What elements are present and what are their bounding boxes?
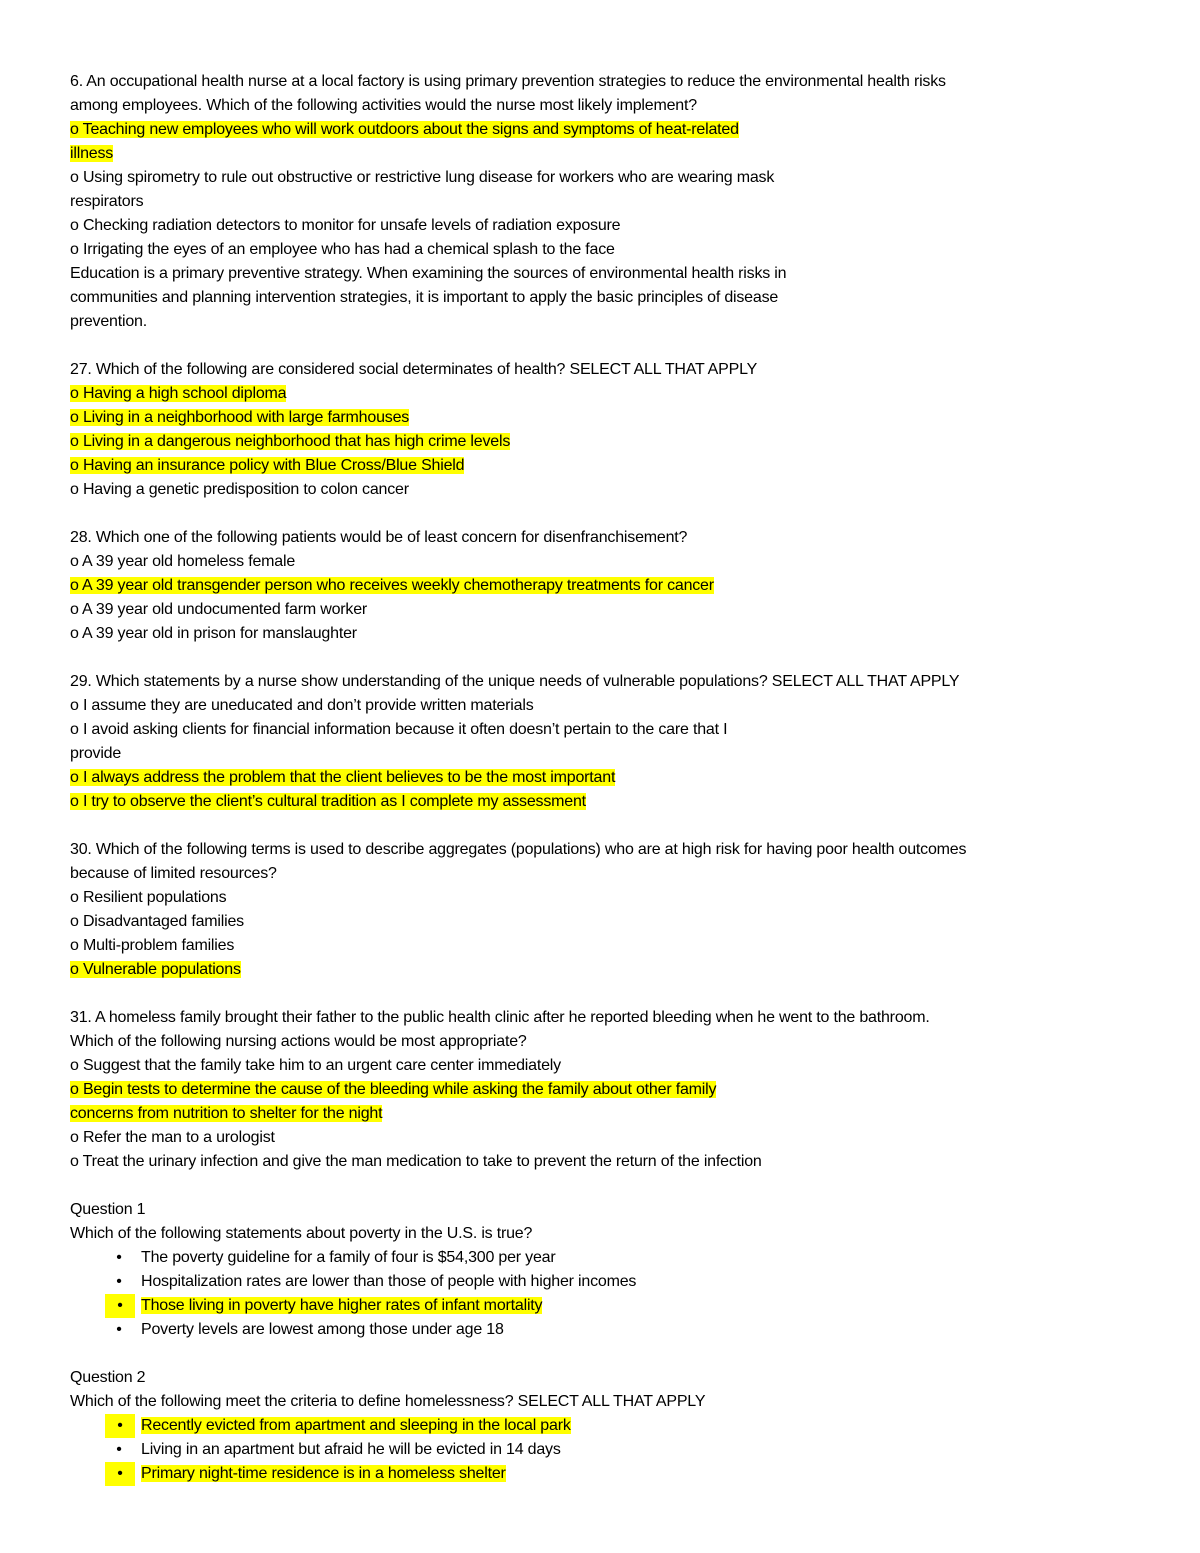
- question-6-option-4: o Irrigating the eyes of an employee who has had a chemical splash to the face: [70, 241, 615, 258]
- question-29-option-4-correct: o I try to observe the client’s cultural tradition as I complete my assessment: [70, 793, 586, 810]
- question-30-option-3: o Multi-problem families: [70, 937, 235, 954]
- question-30-stem-cont: because of limited resources?: [70, 865, 277, 882]
- question-27-option-4-correct: o Having an insurance policy with Blue Cross/Blue Shield: [70, 457, 465, 474]
- question-1-option-3-correct: • Those living in poverty have higher rates of infant mortality: [70, 1294, 1150, 1318]
- question-31-stem-cont: Which of the following nursing actions would be most appropriate?: [70, 1033, 527, 1050]
- bullet-icon: •: [116, 1249, 122, 1266]
- question-1-options: [70, 1246, 1150, 1342]
- question-29-option-2-cont: provide: [70, 745, 122, 762]
- question-31-option-4: o Treat the urinary infection and give the man medication to take to prevent the return of the infection: [70, 1153, 762, 1170]
- question-2: [70, 1366, 1150, 1486]
- question-6: [70, 70, 1150, 334]
- question-27-option-1-correct: o Having a high school diploma: [70, 385, 287, 402]
- question-2-option-3-correct: • Primary night-time residence is in a homeless shelter: [70, 1462, 1150, 1486]
- question-28-stem: 28. Which one of the following patients would be of least concern for disenfranchisement?: [70, 529, 688, 546]
- question-6-option-1-correct-cont: illness: [70, 145, 114, 162]
- question-1-option-4: • Poverty levels are lowest among those under age 18: [70, 1318, 1150, 1342]
- question-2-option-2: • Living in an apartment but afraid he will be evicted in 14 days: [70, 1438, 1150, 1462]
- question-30-stem: 30. Which of the following terms is used to describe aggregates (populations) who are at high risk for having poor health outcomes: [70, 841, 967, 858]
- document-page: [70, 70, 1150, 1486]
- question-1-title: Question 1: [70, 1201, 146, 1218]
- question-28-option-2-correct: o A 39 year old transgender person who receives weekly chemotherapy treatments for cancer: [70, 577, 714, 594]
- question-31-option-1: o Suggest that the family take him to an urgent care center immediately: [70, 1057, 561, 1074]
- question-6-rationale: Education is a primary preventive strategy. When examining the sources of environmental health risks in: [70, 265, 787, 282]
- question-6-stem: 6. An occupational health nurse at a local factory is using primary prevention strategies to reduce the environmental health risks: [70, 73, 946, 90]
- question-27-option-5: o Having a genetic predisposition to colon cancer: [70, 481, 409, 498]
- question-29: [70, 670, 1150, 814]
- question-28-option-4: o A 39 year old in prison for manslaughter: [70, 625, 357, 642]
- question-30-option-2: o Disadvantaged families: [70, 913, 244, 930]
- question-6-option-3: o Checking radiation detectors to monitor for unsafe levels of radiation exposure: [70, 217, 621, 234]
- question-31-option-2-correct-cont: concerns from nutrition to shelter for the night: [70, 1105, 383, 1122]
- question-6-stem-cont: among employees. Which of the following activities would the nurse most likely implement?: [70, 97, 697, 114]
- question-2-option-1-correct: • Recently evicted from apartment and sleeping in the local park: [70, 1414, 1150, 1438]
- question-1-option-2: • Hospitalization rates are lower than those of people with higher incomes: [70, 1270, 1150, 1294]
- bullet-icon: •: [105, 1294, 135, 1318]
- question-2-title: Question 2: [70, 1369, 146, 1386]
- question-29-option-1: o I assume they are uneducated and don’t provide written materials: [70, 697, 534, 714]
- question-1: [70, 1198, 1150, 1342]
- question-30-option-1: o Resilient populations: [70, 889, 227, 906]
- question-28-option-3: o A 39 year old undocumented farm worker: [70, 601, 368, 618]
- question-1-option-1: • The poverty guideline for a family of four is $54,300 per year: [70, 1246, 1150, 1270]
- question-6-rationale-3: prevention.: [70, 313, 147, 330]
- question-29-option-2: o I avoid asking clients for financial information because it often doesn’t pertain to the care that I: [70, 721, 728, 738]
- bullet-icon: •: [116, 1273, 122, 1290]
- question-6-option-2-cont: respirators: [70, 193, 144, 210]
- bullet-icon: •: [105, 1462, 135, 1486]
- question-2-options: [70, 1414, 1150, 1486]
- question-31-option-3: o Refer the man to a urologist: [70, 1129, 275, 1146]
- bullet-icon: •: [116, 1441, 122, 1458]
- question-6-rationale-2: communities and planning intervention strategies, it is important to apply the basic principles of disease: [70, 289, 779, 306]
- question-27-option-3-correct: o Living in a dangerous neighborhood that has high crime levels: [70, 433, 511, 450]
- question-31-stem: 31. A homeless family brought their father to the public health clinic after he reported bleeding when he went to the bathroom.: [70, 1009, 930, 1026]
- question-27-option-2-correct: o Living in a neighborhood with large farmhouses: [70, 409, 410, 426]
- question-28: [70, 526, 1150, 646]
- question-31: [70, 1006, 1150, 1174]
- question-27: [70, 358, 1150, 502]
- question-6-option-2: o Using spirometry to rule out obstructive or restrictive lung disease for workers who are wearing mask: [70, 169, 775, 186]
- question-29-option-3-correct: o I always address the problem that the client believes to be the most important: [70, 769, 616, 786]
- bullet-icon: •: [105, 1414, 135, 1438]
- question-2-stem: Which of the following meet the criteria to define homelessness? SELECT ALL THAT APPLY: [70, 1393, 706, 1410]
- question-30-option-4-correct: o Vulnerable populations: [70, 961, 241, 978]
- question-31-option-2-correct: o Begin tests to determine the cause of the bleeding while asking the family about other family: [70, 1081, 717, 1098]
- bullet-icon: •: [116, 1321, 122, 1338]
- question-6-option-1-correct: o Teaching new employees who will work outdoors about the signs and symptoms of heat-related: [70, 121, 739, 138]
- question-30: [70, 838, 1150, 982]
- question-27-stem: 27. Which of the following are considered social determinates of health? SELECT ALL THAT APPLY: [70, 361, 758, 378]
- question-28-option-1: o A 39 year old homeless female: [70, 553, 296, 570]
- question-1-stem: Which of the following statements about poverty in the U.S. is true?: [70, 1225, 533, 1242]
- question-29-stem: 29. Which statements by a nurse show understanding of the unique needs of vulnerable populations? SELECT ALL THAT APPLY: [70, 673, 960, 690]
